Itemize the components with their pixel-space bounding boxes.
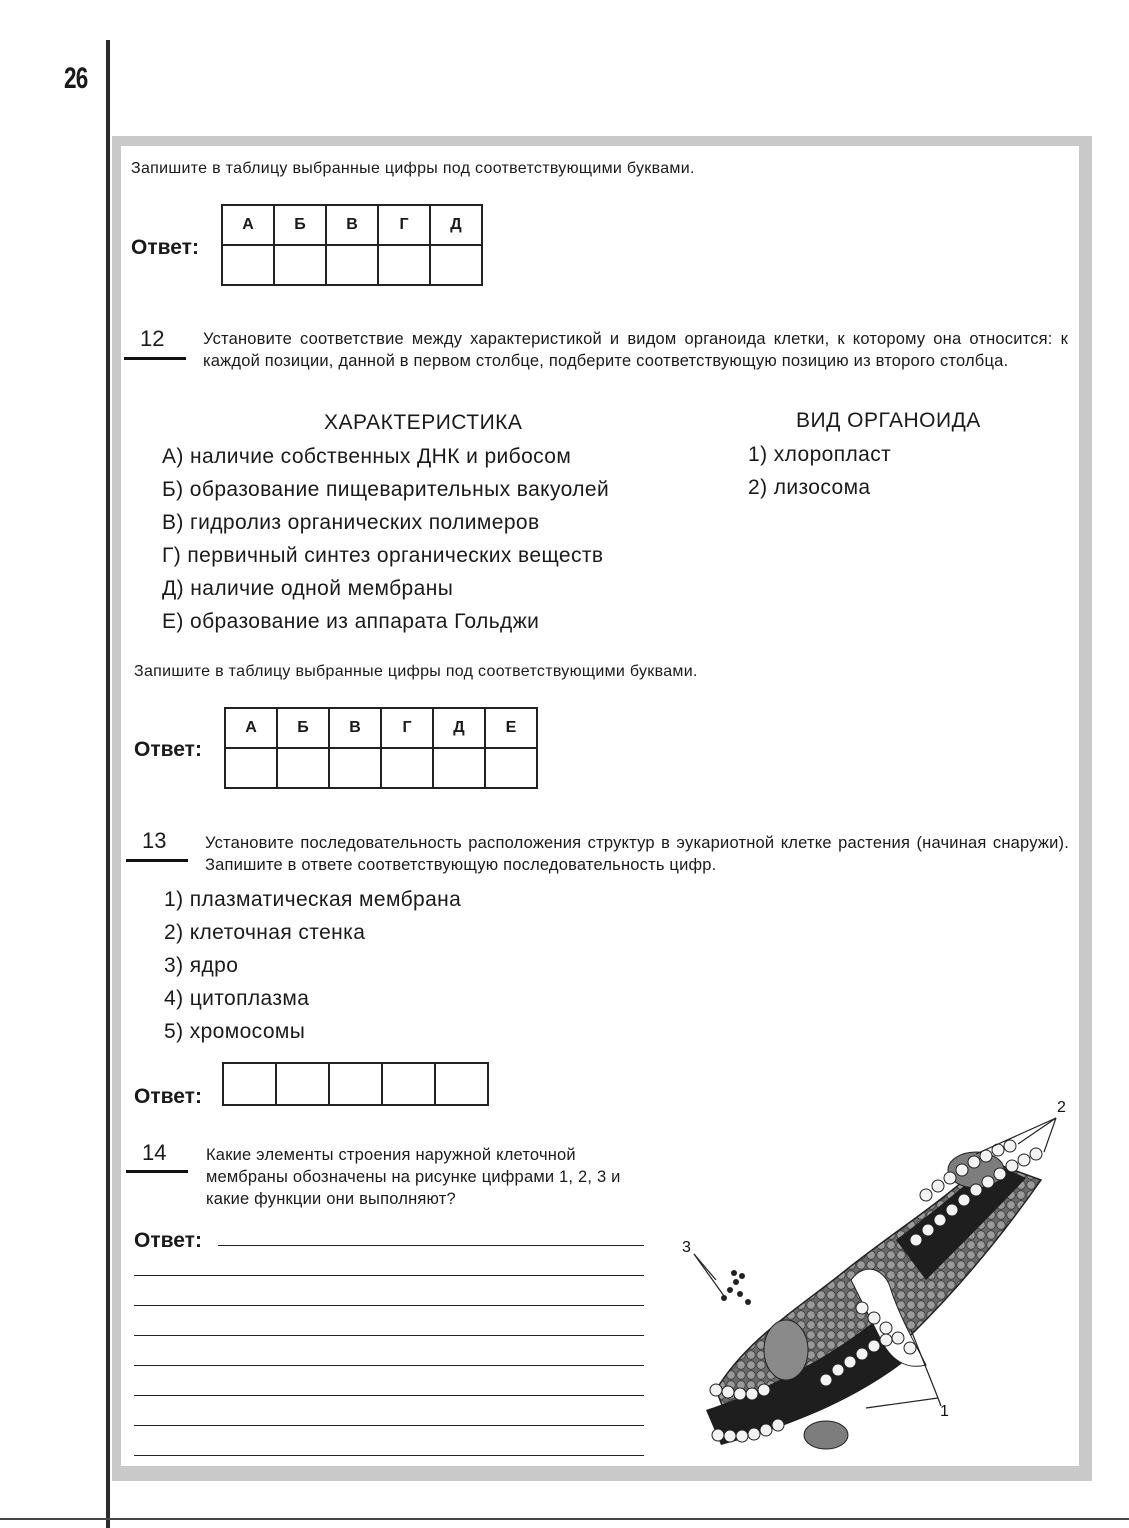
- answer-cell[interactable]: [434, 1062, 489, 1106]
- answer-cell[interactable]: [381, 1062, 436, 1106]
- answer-line[interactable]: [134, 1395, 644, 1396]
- answer-label-13: Ответ:: [134, 1085, 202, 1108]
- table-header-cell: Д: [433, 708, 485, 748]
- answer-cell[interactable]: [485, 748, 537, 788]
- question-text-13: Установите последовательность расположения структур в эукариотной клетке растения (начиная снаружи). Запишите в ответе соответствующую последовательность цифр.: [205, 834, 1069, 874]
- table-header-cell: Б: [277, 708, 329, 748]
- bottom-rule: [0, 1518, 1129, 1520]
- answer-cell[interactable]: [277, 748, 329, 788]
- characteristic-a: А) наличие собственных ДНК и рибосом: [162, 445, 572, 468]
- sequence-item-1: 1) плазматическая мембрана: [164, 888, 462, 911]
- table-header-cell: Е: [485, 708, 537, 748]
- table-instruction-1: Запишите в таблицу выбранные цифры под соответствующими буквами.: [131, 160, 695, 177]
- sequence-item-3: 3) ядро: [164, 954, 239, 977]
- column-header-characteristics: ХАРАКТЕРИСТИКА: [324, 411, 523, 434]
- column-header-organoids: ВИД ОРГАНОИДА: [796, 409, 981, 432]
- answer-table-12: [224, 707, 538, 789]
- figure-label-1: 1: [940, 1403, 949, 1420]
- organoid-2: 2) лизосома: [748, 476, 871, 499]
- glycocalyx-chain: [721, 1270, 751, 1305]
- answer-line[interactable]: [134, 1275, 644, 1276]
- answer-cell[interactable]: [225, 748, 277, 788]
- answer-cell[interactable]: [381, 748, 433, 788]
- question-number-13: 13: [142, 828, 167, 853]
- binding-spine: [106, 40, 110, 1528]
- table-header-cell: А: [225, 708, 277, 748]
- answer-cell[interactable]: [326, 245, 378, 285]
- question-number-12: 12: [140, 326, 165, 351]
- membrane-protein: [804, 1421, 848, 1449]
- sequence-item-2: 2) клеточная стенка: [164, 921, 366, 944]
- answer-cell[interactable]: [430, 245, 482, 285]
- characteristic-d: Д) наличие одной мембраны: [162, 577, 454, 600]
- membrane-diagram: [676, 1090, 1086, 1470]
- table-header-cell: В: [326, 205, 378, 245]
- table-header-cell: Г: [378, 205, 430, 245]
- answer-cell[interactable]: [222, 245, 274, 285]
- characteristic-g: Г) первичный синтез органических веществ: [162, 544, 604, 567]
- answer-cell[interactable]: [274, 245, 326, 285]
- answer-line[interactable]: [134, 1305, 644, 1306]
- question-number-14: 14: [142, 1140, 167, 1165]
- question-number-underline: [126, 1170, 188, 1173]
- answer-line[interactable]: [134, 1455, 644, 1456]
- figure-label-2: 2: [1057, 1099, 1066, 1116]
- answer-cell[interactable]: [328, 1062, 383, 1106]
- table-header-cell: Г: [381, 708, 433, 748]
- answer-cell[interactable]: [378, 245, 430, 285]
- answer-label-11: Ответ:: [131, 236, 199, 259]
- table-instruction-12: Запишите в таблицу выбранные цифры под соответствующими буквами.: [134, 663, 698, 680]
- answer-cell[interactable]: [275, 1062, 330, 1106]
- question-text-12: Установите соответствие между характеристикой и видом органоида клетки, к которому она относится: к каждой позиции, данной в первом столбце, подберите соответствующую позицию из второго столбца.: [203, 330, 1068, 370]
- answer-label-12: Ответ:: [134, 738, 202, 761]
- characteristic-v: В) гидролиз органических полимеров: [162, 511, 540, 534]
- table-header-cell: Д: [430, 205, 482, 245]
- answer-cell[interactable]: [433, 748, 485, 788]
- question-text-14: Какие элементы строения наружной клеточной мембраны обозначены на рисунке цифрами 1, 2, 3 и какие функции они выполняют?: [206, 1146, 621, 1208]
- answer-line[interactable]: [218, 1245, 644, 1246]
- sequence-item-5: 5) хромосомы: [164, 1020, 306, 1043]
- figure-label-3: 3: [682, 1239, 691, 1256]
- table-header-cell: Б: [274, 205, 326, 245]
- question-number-underline: [124, 357, 186, 360]
- characteristic-b: Б) образование пищеварительных вакуолей: [162, 478, 610, 501]
- sequence-item-4: 4) цитоплазма: [164, 987, 310, 1010]
- answer-line[interactable]: [134, 1425, 644, 1426]
- page-number: 26: [64, 62, 88, 95]
- answer-cell[interactable]: [222, 1062, 277, 1106]
- membrane-protein: [764, 1320, 808, 1380]
- answer-table-11: [221, 204, 483, 286]
- answer-label-14: Ответ:: [134, 1229, 202, 1252]
- characteristic-e: Е) образование из аппарата Гольджи: [162, 610, 540, 633]
- answer-cell[interactable]: [329, 748, 381, 788]
- sequence-answer-boxes: [224, 1062, 489, 1106]
- question-number-underline: [126, 859, 188, 862]
- answer-line[interactable]: [134, 1365, 644, 1366]
- table-header-cell: А: [222, 205, 274, 245]
- answer-line[interactable]: [134, 1335, 644, 1336]
- table-header-cell: В: [329, 708, 381, 748]
- organoid-1: 1) хлоропласт: [748, 443, 892, 466]
